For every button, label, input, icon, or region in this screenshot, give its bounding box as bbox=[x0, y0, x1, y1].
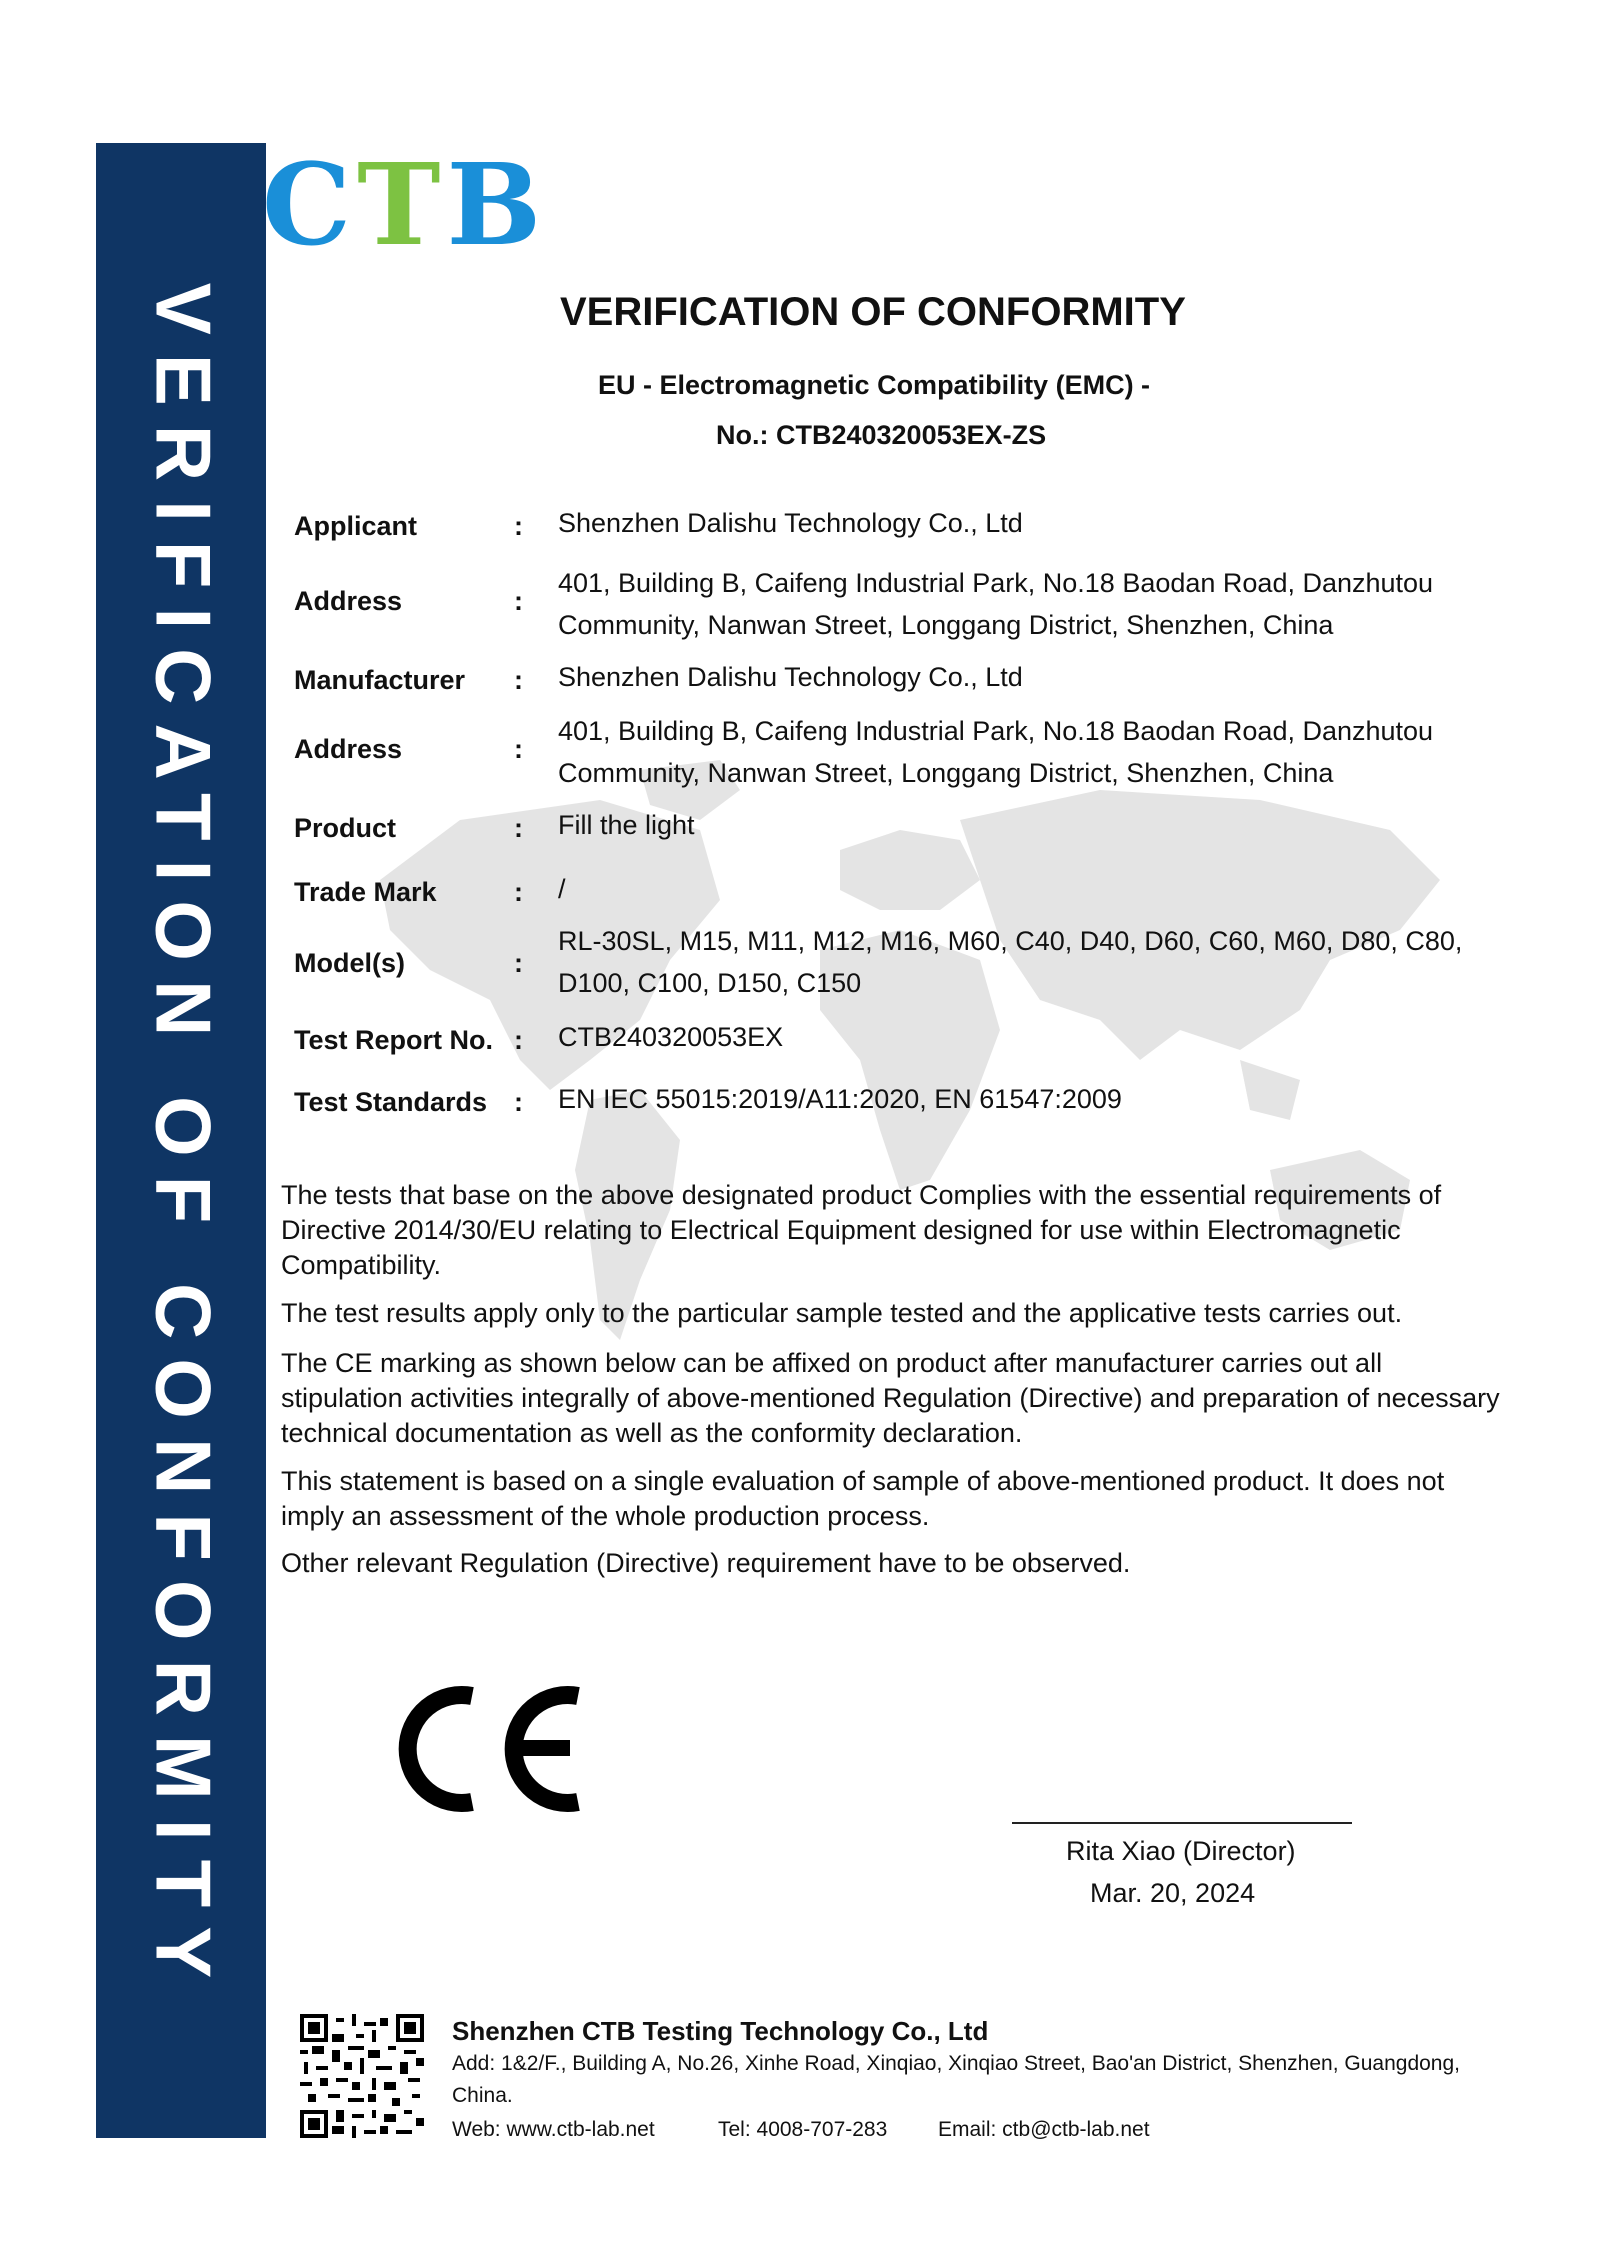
field-applicant bbox=[294, 508, 1494, 568]
statement-paragraph: This statement is based on a single evaluation of sample of above-mentioned product. It does not imply an assessment of the whole production process. bbox=[281, 1466, 1445, 1531]
field-label: Test Report No. bbox=[294, 1025, 494, 1055]
sidebar-vertical-title: VERIFICATION OF CONFORMITY bbox=[139, 282, 228, 1998]
field-label: Address bbox=[294, 586, 403, 616]
footer-web: Web: www.ctb-lab.net bbox=[452, 2118, 655, 2141]
field-value: RL-30SL, M15, M11, M12, M16, M60, C40, D40, D60, C60, M60, D80, C80, D100, C100, D150, C150 bbox=[558, 926, 1463, 998]
document-title: VERIFICATION OF CONFORMITY bbox=[560, 290, 1186, 334]
qr-code-icon bbox=[300, 2014, 424, 2138]
logo-letter-t: T bbox=[357, 140, 447, 271]
field-value: Fill the light bbox=[558, 810, 695, 840]
field-colon: : bbox=[514, 1087, 523, 1117]
signature-line bbox=[1012, 1822, 1352, 1824]
footer-address-line: China. bbox=[452, 2084, 513, 2107]
statement-paragraph: The tests that base on the above designated product Complies with the essential requirements of Directive 2014/30/EU relating to Electrical Equipment designed for use within Electromagnetic Compatibility. bbox=[281, 1180, 1442, 1280]
field-value: Shenzhen Dalishu Technology Co., Ltd bbox=[558, 662, 1023, 692]
field-value: / bbox=[558, 874, 566, 904]
field-applicant-address bbox=[294, 562, 1494, 640]
footer-company-name: Shenzhen CTB Testing Technology Co., Ltd bbox=[452, 2016, 989, 2046]
field-label: Applicant bbox=[294, 511, 418, 541]
field-label: Test Standards bbox=[294, 1087, 488, 1117]
field-manufacturer-address bbox=[294, 710, 1494, 788]
field-colon: : bbox=[514, 734, 523, 764]
field-label: Product bbox=[294, 813, 397, 843]
signatory-name: Rita Xiao (Director) bbox=[1066, 1836, 1296, 1866]
field-value: Shenzhen Dalishu Technology Co., Ltd bbox=[558, 508, 1023, 538]
field-colon: : bbox=[514, 665, 523, 695]
field-colon: : bbox=[514, 877, 523, 907]
field-value: 401, Building B, Caifeng Industrial Park, No.18 Baodan Road, Danzhutou Community, Nanwan Street, Longgang District, Shenzhen, China bbox=[558, 568, 1434, 640]
statement-paragraph: Other relevant Regulation (Directive) requirement have to be observed. bbox=[281, 1548, 1131, 1578]
field-label: Address bbox=[294, 734, 403, 764]
field-label: Manufacturer bbox=[294, 665, 466, 695]
field-value: 401, Building B, Caifeng Industrial Park, No.18 Baodan Road, Danzhutou Community, Nanwan Street, Longgang District, Shenzhen, China bbox=[558, 716, 1434, 788]
field-colon: : bbox=[514, 511, 523, 541]
certificate-number: No.: CTB240320053EX-ZS bbox=[716, 420, 1047, 450]
statement-paragraph: The CE marking as shown below can be affixed on product after manufacturer carries out all stipulation activities integrally of above-mentioned Regulation (Directive) and preparation of necessary technical documentation as well as the conformity declaration. bbox=[281, 1348, 1500, 1448]
directive-subtitle: EU - Electromagnetic Compatibility (EMC) - bbox=[598, 370, 1151, 400]
footer-address-line: Add: 1&2/F., Building A, No.26, Xinhe Road, Xinqiao, Xinqiao Street, Bao'an District, Shenzhen, Guangdong, bbox=[452, 2052, 1460, 2075]
statement-paragraph: The test results apply only to the particular sample tested and the applicative tests carries out. bbox=[281, 1298, 1403, 1328]
ctb-logo bbox=[262, 140, 548, 271]
field-test-standards bbox=[294, 1084, 1494, 1144]
field-colon: : bbox=[514, 813, 523, 843]
ce-mark-icon bbox=[380, 1678, 590, 1820]
field-colon: : bbox=[514, 1025, 523, 1055]
field-label: Trade Mark bbox=[294, 877, 437, 907]
field-test-report-no bbox=[294, 1022, 1494, 1082]
field-value: CTB240320053EX bbox=[558, 1022, 784, 1052]
field-label: Model(s) bbox=[294, 948, 405, 978]
signature-date: Mar. 20, 2024 bbox=[1090, 1878, 1256, 1908]
footer-email: Email: ctb@ctb-lab.net bbox=[938, 2118, 1150, 2141]
footer-tel: Tel: 4008-707-283 bbox=[718, 2118, 888, 2141]
field-product bbox=[294, 810, 1494, 870]
logo-letter-c: C bbox=[262, 140, 358, 271]
logo-letter-b: B bbox=[446, 140, 548, 271]
field-value: EN IEC 55015:2019/A11:2020, EN 61547:2009 bbox=[558, 1084, 1122, 1114]
field-colon: : bbox=[514, 586, 523, 616]
field-models bbox=[294, 918, 1494, 998]
field-colon: : bbox=[514, 948, 523, 978]
